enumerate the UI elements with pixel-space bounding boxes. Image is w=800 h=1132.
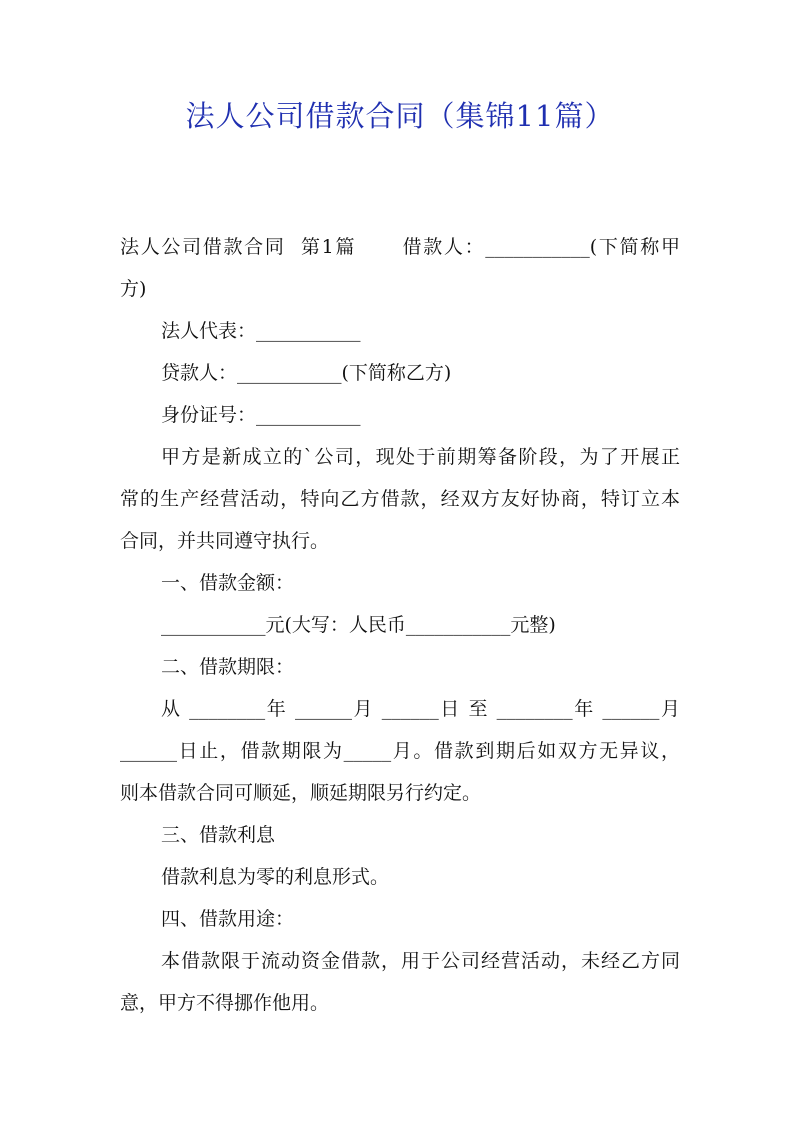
text-line: 合同，并共同遵守执行。 bbox=[120, 530, 330, 552]
text-line: 一、借款金额： bbox=[161, 572, 295, 594]
text-line: 借款利息为零的利息形式。 bbox=[161, 866, 390, 888]
text-line: 法人代表：___________ bbox=[161, 320, 361, 342]
text-line: 二、借款期限： bbox=[161, 656, 295, 678]
text-line: 则本借款合同可顺延，顺延期限另行约定。 bbox=[120, 782, 482, 804]
text-line: 贷款人：___________(下简称乙方) bbox=[161, 362, 452, 384]
text-line: 法人公司借款合同 第1篇 借款人：___________(下简称甲 bbox=[120, 236, 680, 258]
text-line: 方) bbox=[120, 278, 147, 300]
text-line: 从 ________年 ______月 ______日 至 ________年 ______月 bbox=[161, 698, 680, 720]
text-line: 常的生产经营活动，特向乙方借款，经双方友好协商，特订立本 bbox=[120, 488, 680, 510]
text-line: 身份证号：___________ bbox=[161, 404, 361, 426]
text-line: ___________元(大写：人民币___________元整) bbox=[161, 614, 556, 636]
text-line: 本借款限于流动资金借款，用于公司经营活动，未经乙方同 bbox=[161, 950, 680, 972]
text-line: 三、借款利息 bbox=[161, 824, 276, 846]
text-line: 四、借款用途： bbox=[161, 908, 295, 930]
document-title: 法人公司借款合同（集锦11篇） bbox=[185, 99, 615, 133]
text-line: ______日止，借款期限为_____月。借款到期后如双方无异议， bbox=[120, 740, 680, 762]
document-body bbox=[120, 226, 680, 1024]
text-line: 甲方是新成立的`公司，现处于前期筹备阶段，为了开展正 bbox=[161, 446, 680, 468]
text-line: 意，甲方不得挪作他用。 bbox=[120, 992, 330, 1014]
